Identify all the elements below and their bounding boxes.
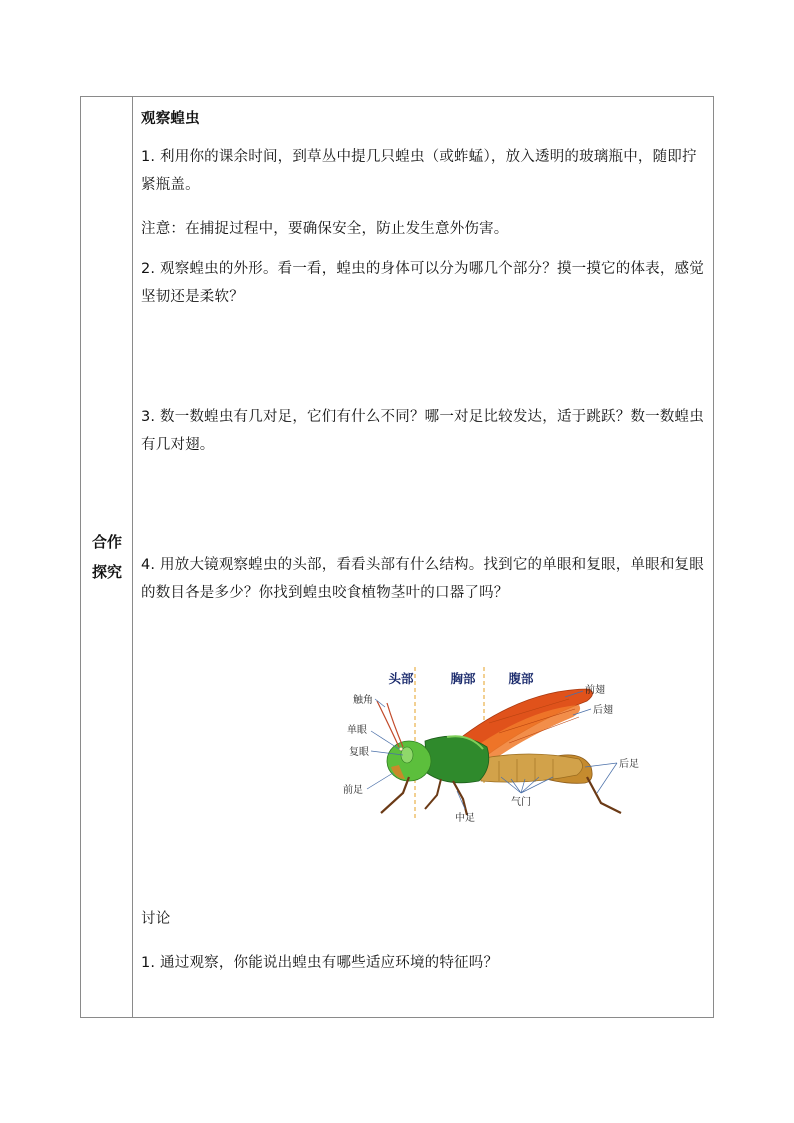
head bbox=[387, 741, 431, 781]
label-simple-eye: 单眼 bbox=[347, 725, 367, 736]
section-label-line1: 合作 bbox=[91, 533, 122, 551]
label-hindwing: 后翅 bbox=[593, 705, 613, 716]
activity-title: 观察蝗虫 bbox=[141, 111, 200, 127]
step-1: 1. 利用你的课余时间，到草丛中提几只蝗虫（或蚱蜢），放入透明的玻璃瓶中，随即拧紧瓶盖。 bbox=[141, 149, 697, 193]
region-thorax-label: 胸部 bbox=[450, 671, 476, 686]
fore-leg bbox=[381, 777, 409, 813]
label-foreleg: 前足 bbox=[343, 785, 363, 796]
step-2: 2. 观察蝗虫的外形。看一看，蝗虫的身体可以分为哪几个部分？摸一摸它的体表，感觉坚韧还是柔软？ bbox=[141, 261, 704, 305]
safety-note: 注意：在捕捉过程中，要确保安全，防止发生意外伤害。 bbox=[141, 221, 509, 237]
label-compound-eye: 复眼 bbox=[349, 747, 369, 758]
label-forewing: 前翅 bbox=[585, 685, 605, 696]
content-cell bbox=[133, 97, 713, 1017]
region-head-label: 头部 bbox=[388, 671, 414, 686]
region-abdomen-label: 腹部 bbox=[508, 671, 534, 686]
step-3: 3. 数一数蝗虫有几对足，它们有什么不同？哪一对足比较发达，适于跳跃？数一数蝗虫有几对翅。 bbox=[141, 409, 704, 453]
section-label-line2: 探究 bbox=[91, 563, 122, 581]
label-spiracle: 气门 bbox=[511, 797, 531, 808]
discussion-heading: 讨论 bbox=[141, 911, 171, 927]
section-label bbox=[81, 527, 133, 587]
label-midleg: 中足 bbox=[455, 813, 475, 824]
discussion-question-1: 1. 通过观察，你能说出蝗虫有哪些适应环境的特征吗？ bbox=[141, 955, 499, 971]
label-hindleg: 后足 bbox=[619, 759, 639, 770]
grasshopper-figure bbox=[329, 663, 665, 825]
section-column bbox=[81, 97, 133, 1017]
step-4: 4. 用放大镜观察蝗虫的头部，看看头部有什么结构。找到它的单眼和复眼，单眼和复眼的数目各是多少？你找到蝗虫咬食植物茎叶的口器了吗？ bbox=[141, 557, 704, 601]
worksheet-table bbox=[80, 96, 714, 1018]
thorax bbox=[425, 736, 489, 783]
label-antenna: 触角 bbox=[353, 695, 373, 706]
